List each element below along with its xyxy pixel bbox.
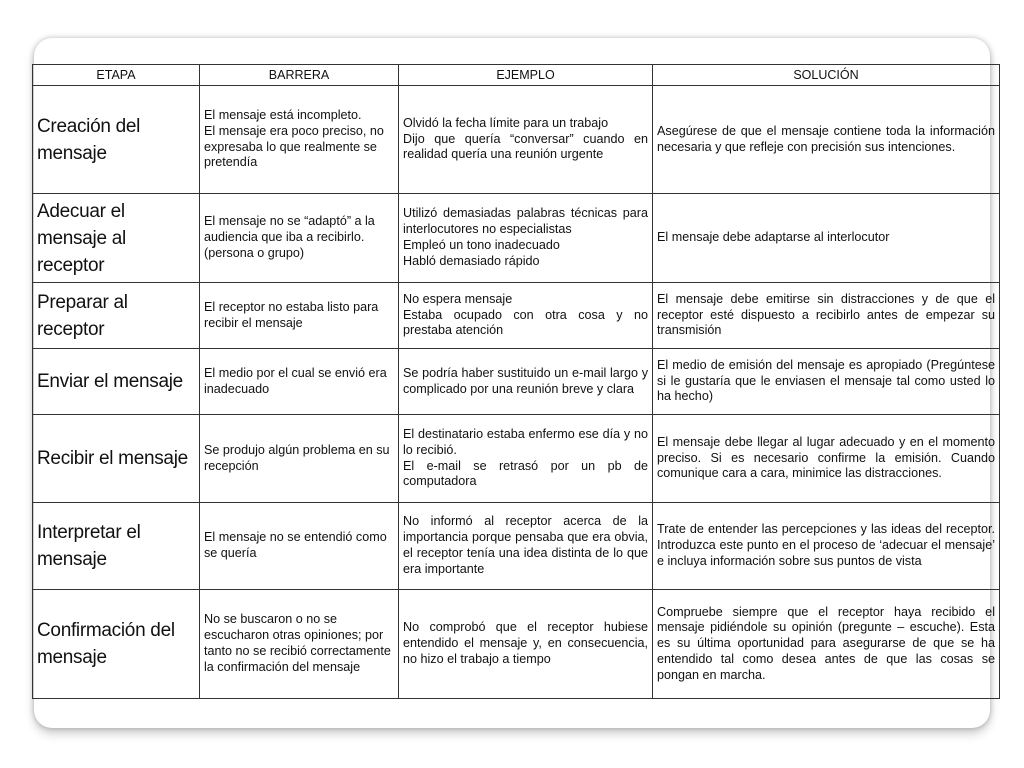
header-etapa: ETAPA xyxy=(33,65,200,86)
barrera-line: No se buscaron o no se escucharon otras opiniones; por tanto no se recibió correctamente la confirmación del mensaje xyxy=(204,612,391,674)
solucion-cell: Asegúrese de que el mensaje contiene toda la información necesaria y que refleje con precisión sus intenciones. xyxy=(653,86,1000,194)
header-ejemplo: EJEMPLO xyxy=(399,65,653,86)
solucion-cell: Trate de entender las percepciones y las ideas del receptor. Introduzca este punto en el proceso de ‘adecuar el mensaje’ e incluya información sobre sus puntos de vista xyxy=(653,503,1000,590)
ejemplo-line: Estaba ocupado con otra cosa y no prestaba atención xyxy=(403,307,648,338)
table-row xyxy=(33,503,1000,590)
ejemplo-line: No comprobó que el receptor hubiese entendido el mensaje y, en consecuencia, no hizo el trabajo a tiempo xyxy=(403,620,648,666)
solucion-cell: El mensaje debe llegar al lugar adecuado y en el momento preciso. Si es necesario confirme la emisión. Cuando comunique cara a cara, minimice las distracciones. xyxy=(653,415,1000,503)
barrera-cell xyxy=(200,283,399,349)
etapa-cell: Enviar el mensaje xyxy=(33,349,200,415)
ejemplo-line: El destinatario estaba enfermo ese día y no lo recibió. xyxy=(403,426,648,457)
barrera-line: El mensaje era poco preciso, no expresaba lo que realmente se pretendía xyxy=(204,123,384,170)
ejemplo-line: Utilizó demasiadas palabras técnicas para interlocutores no especialistas xyxy=(403,206,648,237)
barrera-cell xyxy=(200,194,399,283)
barrera-cell xyxy=(200,86,399,194)
barrera-line: El medio por el cual se envió era inadecuado xyxy=(204,365,387,396)
solucion-cell: El medio de emisión del mensaje es apropiado (Pregúntese si le gustaría que le enviasen el mensaje tal como usted lo ha hecho) xyxy=(653,349,1000,415)
etapa-cell: Interpretar el mensaje xyxy=(33,503,200,590)
ejemplo-line: Olvidó la fecha límite para un trabajo xyxy=(403,115,609,130)
barrera-cell xyxy=(200,349,399,415)
ejemplo-cell xyxy=(399,194,653,283)
table-row xyxy=(33,283,1000,349)
table-row xyxy=(33,590,1000,699)
ejemplo-line: No espera mensaje xyxy=(403,291,513,306)
table-row xyxy=(33,86,1000,194)
ejemplo-cell xyxy=(399,415,653,503)
etapa-cell: Adecuar el mensaje al receptor xyxy=(33,194,200,283)
ejemplo-cell xyxy=(399,86,653,194)
solucion-cell: Compruebe siempre que el receptor haya recibido el mensaje pidiéndole su opinión (pregunte – escuche). Esta es su última oportunidad para asegurarse de que se ha entendido tal como desea antes de que las cosas se pongan en marcha. xyxy=(653,590,1000,699)
etapa-cell: Confirmación del mensaje xyxy=(33,590,200,699)
header-barrera: BARRERA xyxy=(200,65,399,86)
etapa-cell: Creación del mensaje xyxy=(33,86,200,194)
barrera-line: El mensaje no se entendió como se quería xyxy=(204,530,387,560)
ejemplo-line: Dijo que quería “conversar” cuando en realidad quería una reunión urgente xyxy=(403,131,648,162)
etapa-cell: Recibir el mensaje xyxy=(33,415,200,503)
barrera-line: Se produjo algún problema en su recepción xyxy=(204,442,390,473)
header-row xyxy=(33,65,1000,86)
solucion-cell: El mensaje debe emitirse sin distracciones y de que el receptor esté dispuesto a recibirlo antes de empezar su transmisión xyxy=(653,283,1000,349)
communication-barriers-table xyxy=(32,64,1000,699)
ejemplo-cell xyxy=(399,349,653,415)
solucion-cell: El mensaje debe adaptarse al interlocutor xyxy=(653,194,1000,283)
barrera-cell xyxy=(200,415,399,503)
table-row xyxy=(33,194,1000,283)
table-row xyxy=(33,349,1000,415)
barrera-line: El mensaje no se “adaptó” a la audiencia que iba a recibirlo.(persona o grupo) xyxy=(204,214,375,260)
barrera-line: El receptor no estaba listo para recibir el mensaje xyxy=(204,299,379,330)
barrera-cell xyxy=(200,503,399,590)
ejemplo-line: Empleó un tono inadecuado xyxy=(403,238,560,252)
ejemplo-cell xyxy=(399,590,653,699)
ejemplo-line: No informó al receptor acerca de la importancia porque pensaba que era obvia, el receptor tenía una idea distinta de lo que era importante xyxy=(403,514,648,576)
ejemplo-line: Habló demasiado rápido xyxy=(403,253,540,268)
barrera-cell xyxy=(200,590,399,699)
header-solucion: SOLUCIÓN xyxy=(653,65,1000,86)
ejemplo-cell xyxy=(399,283,653,349)
barrera-line: El mensaje está incompleto. xyxy=(204,107,362,122)
etapa-cell: Preparar al receptor xyxy=(33,283,200,349)
ejemplo-line: Se podría haber sustituido un e-mail largo y complicado por una reunión breve y clara xyxy=(403,365,648,396)
ejemplo-line: El e-mail se retrasó por un pb de computadora xyxy=(403,458,648,489)
table-row xyxy=(33,415,1000,503)
ejemplo-cell xyxy=(399,503,653,590)
